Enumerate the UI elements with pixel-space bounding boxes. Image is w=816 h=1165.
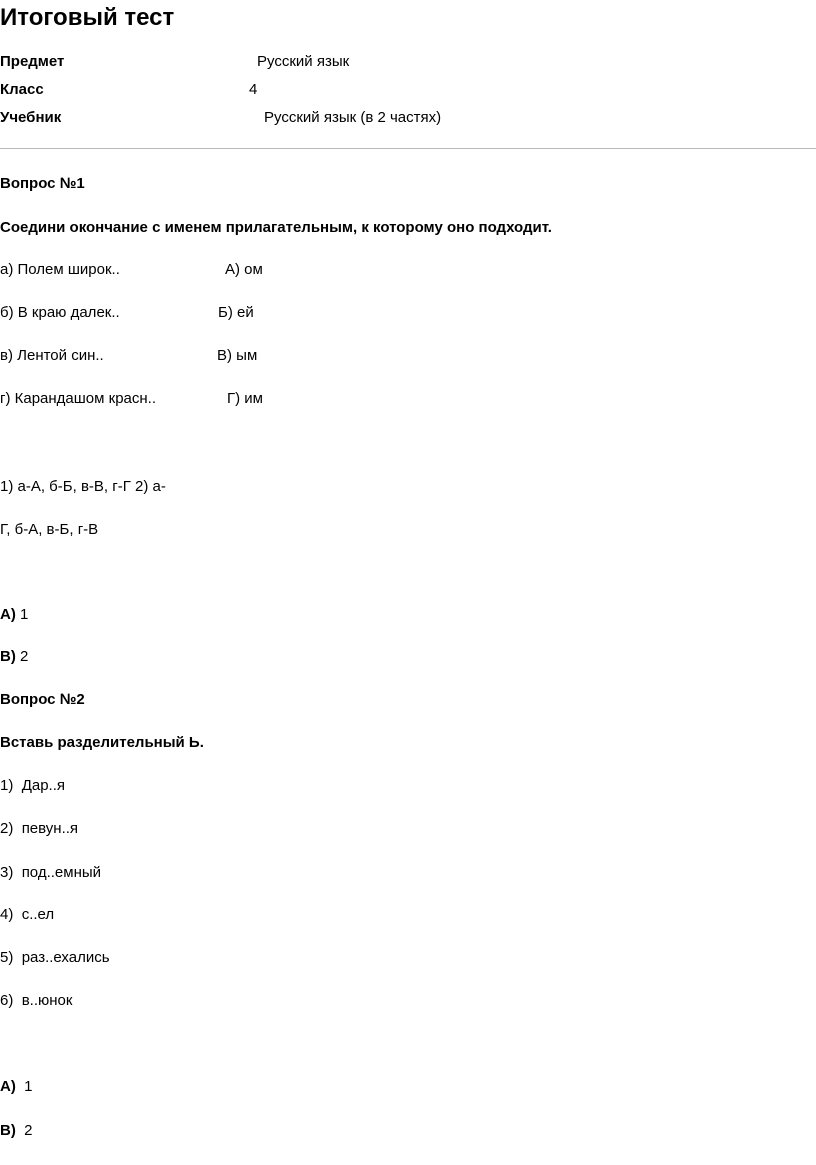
q2-item-1	[0, 778, 65, 793]
item-number: 2)	[0, 820, 14, 837]
textbook-label: Учебник	[0, 109, 62, 126]
item-number: 4)	[0, 906, 14, 923]
q2-item-5	[0, 950, 110, 965]
q1-choice-b[interactable]	[0, 649, 28, 664]
grade-value: 4	[249, 81, 258, 98]
header-divider	[0, 148, 816, 149]
q2-item-2	[0, 821, 78, 836]
q1-item-c: в) Лентой син..	[0, 347, 104, 364]
item-text: раз..ехались	[21, 949, 110, 966]
choice-value: 2	[24, 1122, 33, 1139]
subject-value: Русский язык	[257, 53, 350, 70]
textbook-value: Русский язык (в 2 частях)	[264, 109, 442, 126]
choice-label: А)	[0, 1078, 16, 1095]
item-text: с..ел	[21, 906, 55, 923]
choice-label: В)	[0, 648, 16, 665]
q1-ending-d: Г) им	[227, 390, 263, 407]
q1-item-d: г) Карандашом красн..	[0, 390, 156, 407]
q1-item-b: б) В краю далек..	[0, 304, 120, 321]
page-title: Итоговый тест	[0, 4, 175, 31]
q2-item-6	[0, 993, 72, 1008]
item-number: 3)	[0, 864, 14, 881]
choice-label: В)	[0, 1122, 16, 1139]
item-text: Дар..я	[21, 777, 65, 794]
grade-label: Класс	[0, 81, 44, 98]
choice-value: 2	[20, 648, 29, 665]
question-2-heading: Вопрос №2	[0, 691, 85, 708]
q1-ending-a: А) ом	[225, 261, 263, 278]
q1-ending-c: В) ым	[217, 347, 258, 364]
choice-label: А)	[0, 606, 16, 623]
item-text: под..емный	[21, 864, 102, 881]
item-number: 5)	[0, 949, 14, 966]
q1-choice-a[interactable]	[0, 607, 28, 622]
question-1-prompt: Соедини окончание с именем прилагательным, к которому оно подходит.	[0, 219, 552, 236]
q1-answers-line-1: 1) а-А, б-Б, в-В, г-Г 2) а-	[0, 478, 166, 495]
choice-value: 1	[20, 606, 29, 623]
q1-ending-b: Б) ей	[218, 304, 254, 321]
q2-item-4	[0, 907, 54, 922]
question-1-heading: Вопрос №1	[0, 175, 85, 192]
item-number: 6)	[0, 992, 14, 1009]
question-2-prompt: Вставь разделительный Ь.	[0, 734, 204, 751]
subject-label: Предмет	[0, 53, 65, 70]
item-text: певун..я	[21, 820, 79, 837]
item-number: 1)	[0, 777, 14, 794]
q1-answers-line-2: Г, б-А, в-Б, г-В	[0, 521, 99, 538]
item-text: в..юнок	[21, 992, 73, 1009]
q2-choice-a[interactable]	[0, 1079, 33, 1094]
q2-choice-b[interactable]	[0, 1123, 33, 1138]
q2-item-3	[0, 865, 101, 880]
choice-value: 1	[24, 1078, 33, 1095]
q1-item-a: а) Полем широк..	[0, 261, 120, 278]
